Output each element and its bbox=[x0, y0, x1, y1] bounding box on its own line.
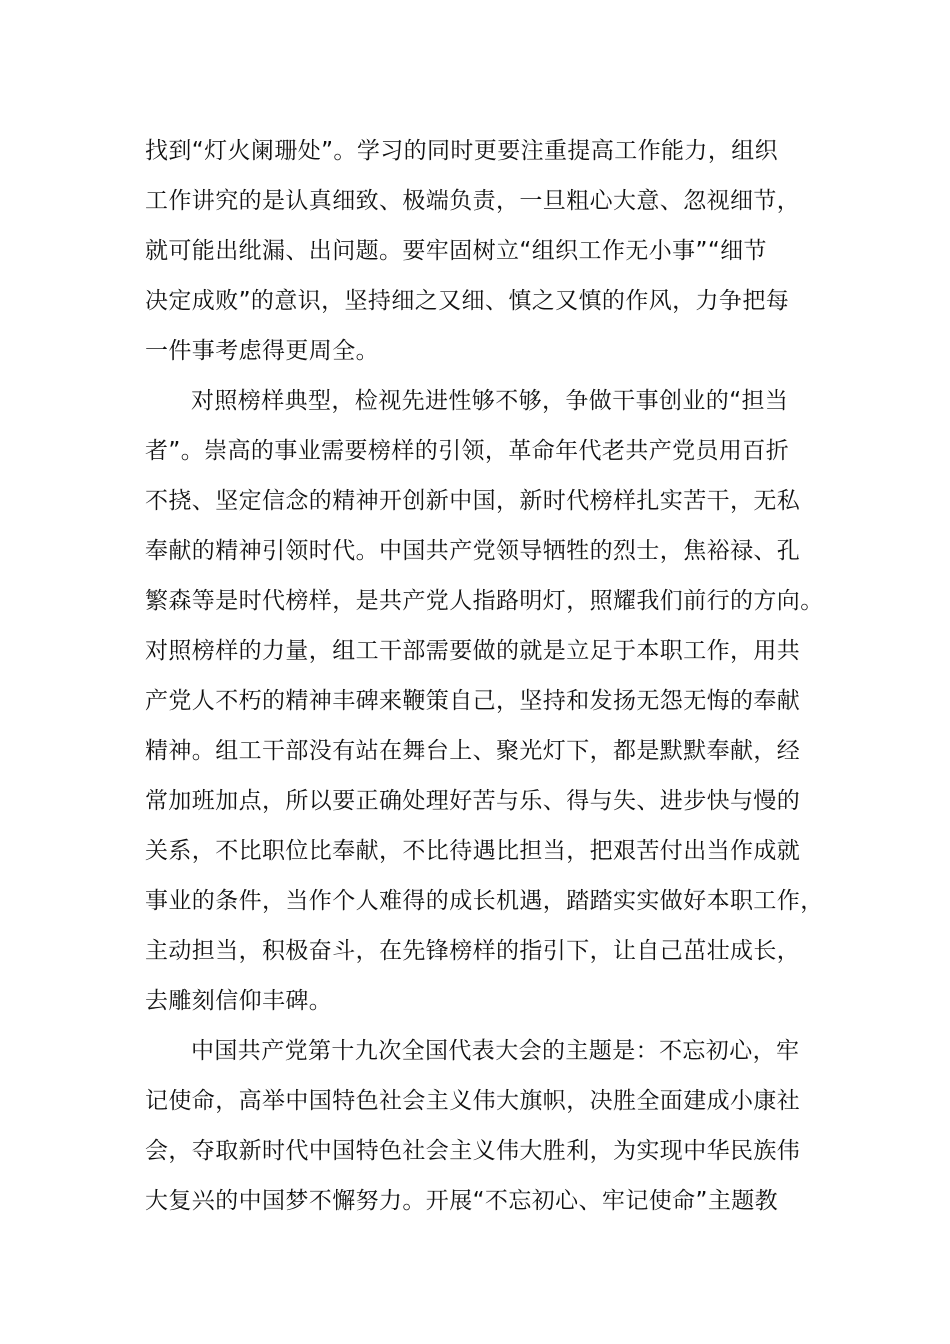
text-line: 去雕刻信仰丰碑。 bbox=[145, 988, 333, 1014]
text-line: 大复兴的中国梦不懈努力。开展“不忘初心、牢记使命”主题教 bbox=[145, 1188, 779, 1214]
text-line: 一件事考虑得更周全。 bbox=[145, 338, 379, 364]
text-line: 事业的条件，当作个人难得的成长机遇，踏踏实实做好本职工作， bbox=[145, 888, 824, 914]
text-line: 常加班加点，所以要正确处理好苦与乐、得与失、进步快与慢的 bbox=[145, 788, 801, 814]
text-line: 不挠、坚定信念的精神开创新中国，新时代榜样扎实苦干，无私 bbox=[145, 488, 801, 514]
text-line: 记使命，高举中国特色社会主义伟大旗帜，决胜全面建成小康社 bbox=[145, 1088, 801, 1114]
text-line: 会，夺取新时代中国特色社会主义伟大胜利，为实现中华民族伟 bbox=[145, 1138, 801, 1164]
text-line: 繁森等是时代榜样，是共产党人指路明灯，照耀我们前行的方向。 bbox=[145, 588, 824, 614]
paragraph-first-line: 对照榜样典型，检视先进性够不够，争做干事创业的“担当 bbox=[191, 388, 789, 414]
text-line: 产党人不朽的精神丰碑来鞭策自己，坚持和发扬无怨无悔的奉献 bbox=[145, 688, 801, 714]
text-line: 者”。崇高的事业需要榜样的引领，革命年代老共产党员用百折 bbox=[145, 438, 790, 464]
text-line: 精神。组工干部没有站在舞台上、聚光灯下，都是默默奉献，经 bbox=[145, 738, 801, 764]
text-line: 决定成败”的意识，坚持细之又细、慎之又慎的作风，力争把每 bbox=[145, 288, 790, 314]
text-line: 就可能出纰漏、出问题。要牢固树立“组织工作无小事”“细节 bbox=[145, 238, 767, 264]
paragraph-first-line: 中国共产党第十九次全国代表大会的主题是：不忘初心，牢 bbox=[191, 1038, 800, 1064]
text-line: 找到“灯火阑珊处”。学习的同时更要注重提高工作能力，组织 bbox=[145, 138, 779, 164]
text-line: 奉献的精神引领时代。中国共产党领导牺牲的烈士，焦裕禄、孔 bbox=[145, 538, 801, 564]
text-line: 关系，不比职位比奉献，不比待遇比担当，把艰苦付出当作成就 bbox=[145, 838, 801, 864]
text-line: 主动担当，积极奋斗，在先锋榜样的指引下，让自己茁壮成长， bbox=[145, 938, 801, 964]
text-line: 工作讲究的是认真细致、极端负责，一旦粗心大意、忽视细节， bbox=[145, 188, 801, 214]
text-line: 对照榜样的力量，组工干部需要做的就是立足于本职工作，用共 bbox=[145, 638, 801, 664]
